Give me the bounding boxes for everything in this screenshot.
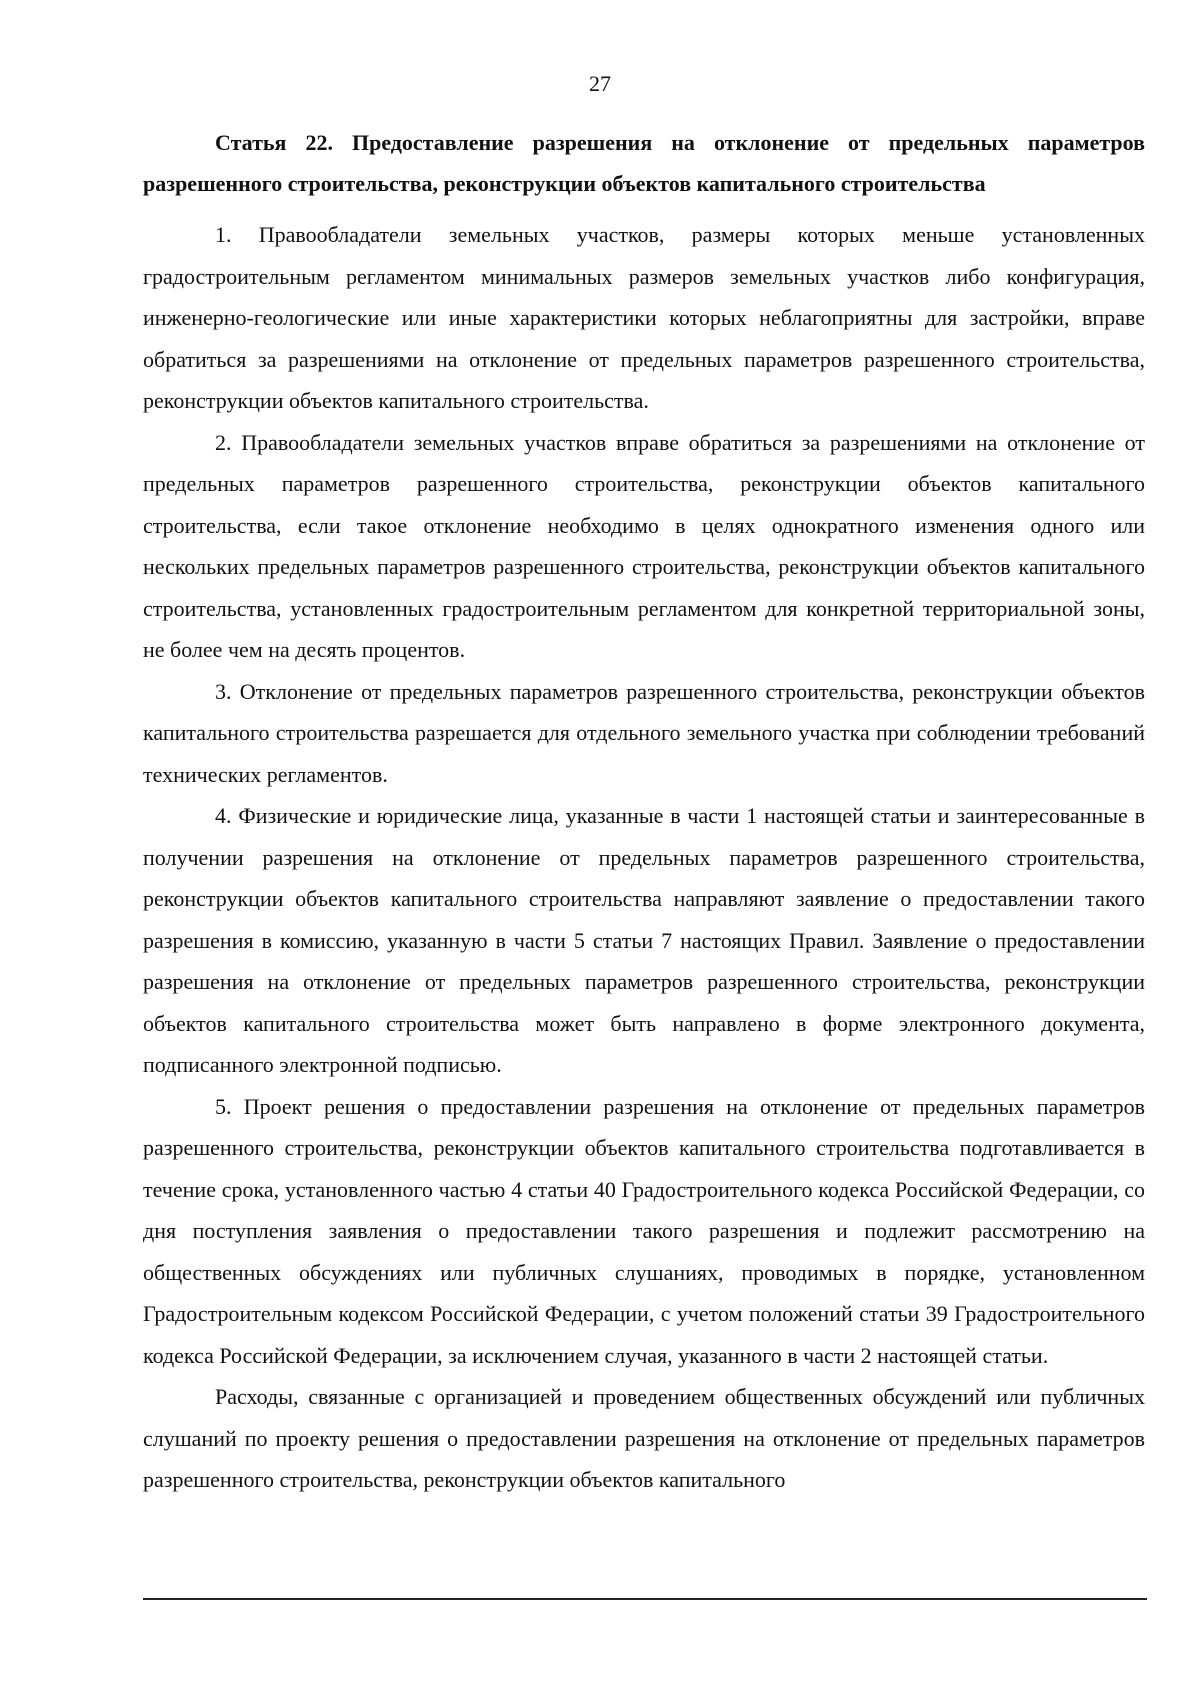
paragraph-expenses: Расходы, связанные с организацией и проведением общественных обсуждений или публичных слушаний по проекту решения о предоставлении разрешения на отклонение от предельных параметров разрешенного строительства, реконструкции объектов капитального [143, 1384, 1145, 1492]
article-body [143, 122, 1145, 1501]
page-number: 27 [589, 71, 611, 96]
paragraph-3: 3. Отклонение от предельных параметров разрешенного строительства, реконструкции объектов капитального строительства разрешается для отдельного земельного участка при соблюдении требований технических регламентов. [143, 678, 1145, 787]
paragraph-4: 4. Физические и юридические лица, указанные в части 1 настоящей статьи и заинтересованные в получении разрешения на отклонение от предельных параметров разрешенного строительства, реконструкции объектов капитального строительства направляют заявление о предоставлении такого разрешения в комиссию, указанную в части 5 статьи 7 настоящих Правил. Заявление о предоставлении разрешения на отклонение от предельных параметров разрешенного строительства, реконструкции объектов капитального строительства может быть направлено в форме электронного документа, подписанного электронной подписью. [143, 803, 1145, 1077]
footer-divider [143, 1598, 1147, 1600]
paragraph-1: 1. Правообладатели земельных участков, размеры которых меньше установленных градостроительным регламентом минимальных размеров земельных участков либо конфигурация, инженерно-геологические или иные характеристики которых неблагоприятны для застройки, вправе обратиться за разрешениями на отклонение от предельных параметров разрешенного строительства, реконструкции объектов капитального строительства. [143, 222, 1145, 413]
paragraph-5: 5. Проект решения о предоставлении разрешения на отклонение от предельных параметров разрешенного строительства, реконструкции объектов капитального строительства подготавливается в течение срока, установленного частью 4 статьи 40 Градостроительного кодекса Российской Федерации, со дня поступления заявления о предоставлении такого разрешения и подлежит рассмотрению на общественных обсуждениях или публичных слушаниях, проводимых в порядке, установленном Градостроительным кодексом Российской Федерации, с учетом положений статьи 39 Градостроительного кодекса Российской Федерации, за исключением случая, указанного в части 2 настоящей статьи. [143, 1093, 1145, 1368]
paragraph-2: 2. Правообладатели земельных участков вправе обратиться за разрешениями на отклонение от предельных параметров разрешенного строительства, реконструкции объектов капитального строительства, если такое отклонение необходимо в целях однократного изменения одного или нескольких предельных параметров разрешенного строительства, реконструкции объектов капитального строительства, установленных градостроительным регламентом для конкретной территориальной зоны, не более чем на десять процентов. [143, 429, 1145, 662]
article-title: Статья 22. Предоставление разрешения на отклонение от предельных параметров разрешенного строительства, реконструкции объектов капитального строительства [143, 130, 1145, 196]
